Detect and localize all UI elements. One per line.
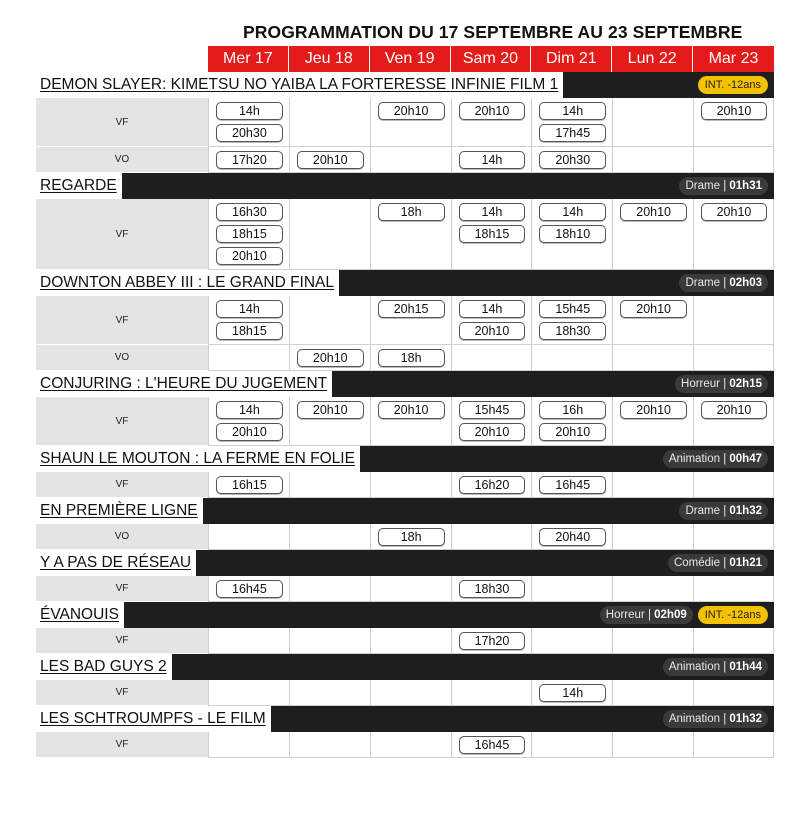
duration-label: 02h03: [729, 277, 762, 289]
showtime-button[interactable]: 20h10: [459, 423, 526, 441]
showtime-row: [36, 397, 774, 446]
showtime-button[interactable]: 18h30: [459, 580, 526, 598]
day-cell: [612, 345, 693, 371]
day-cell: [451, 524, 532, 550]
showtime-row: [36, 628, 774, 654]
movie-title-link[interactable]: EN PREMIÈRE LIGNE: [36, 498, 203, 524]
day-cell: [370, 628, 451, 654]
version-label: VF: [36, 296, 208, 345]
separator: |: [720, 180, 730, 192]
day-cell: [693, 98, 774, 147]
showtime-button[interactable]: 18h15: [216, 225, 283, 243]
showtime-button[interactable]: 20h15: [378, 300, 445, 318]
day-cell: [451, 472, 532, 498]
showtime-button[interactable]: 16h45: [459, 736, 526, 754]
showtime-button[interactable]: 14h: [216, 401, 283, 419]
genre-label: Animation: [668, 661, 720, 673]
showtime-button[interactable]: 20h10: [701, 102, 767, 120]
day-cell: [612, 680, 693, 706]
genre-duration-badge: [663, 710, 768, 728]
day-header-3: Sam 20: [451, 46, 532, 72]
separator: |: [720, 453, 730, 465]
day-cell: [612, 732, 693, 758]
schedule-grid: [36, 46, 774, 758]
day-cell: [693, 732, 774, 758]
movie-meta: [663, 450, 768, 468]
version-label: VF: [36, 628, 208, 654]
day-cell: [693, 576, 774, 602]
movie-title-link[interactable]: SHAUN LE MOUTON : LA FERME EN FOLIE: [36, 446, 360, 472]
day-cell: [370, 576, 451, 602]
genre-label: Drame: [685, 277, 720, 289]
showtime-button[interactable]: 14h: [459, 151, 526, 169]
day-cell: [370, 345, 451, 371]
genre-duration-badge: [675, 375, 768, 393]
movie-header: [36, 706, 774, 732]
day-cell: [531, 628, 612, 654]
showtime-row: [36, 576, 774, 602]
showtime-button[interactable]: 16h30: [216, 203, 283, 221]
showtime-row: [36, 472, 774, 498]
duration-label: 02h15: [729, 378, 762, 390]
showtime-button[interactable]: 18h: [378, 528, 445, 546]
showtime-button[interactable]: 15h45: [459, 401, 526, 419]
day-header-2: Ven 19: [370, 46, 451, 72]
day-cell: [289, 345, 370, 371]
genre-label: Horreur: [681, 378, 720, 390]
day-header: [208, 46, 774, 72]
movie-title-link[interactable]: Y A PAS DE RÉSEAU: [36, 550, 196, 576]
showtime-button[interactable]: 17h45: [539, 124, 606, 142]
day-cell: [531, 576, 612, 602]
day-header-4: Dim 21: [531, 46, 612, 72]
movie-header: [36, 602, 774, 628]
day-cell: [451, 199, 532, 270]
day-cell: [289, 576, 370, 602]
showtime-button[interactable]: 18h: [378, 349, 445, 367]
showtime-button[interactable]: 20h10: [620, 203, 687, 221]
movie-header: [36, 654, 774, 680]
showtime-button[interactable]: 14h: [216, 300, 283, 318]
genre-duration-badge: [600, 606, 693, 624]
day-cell: [531, 472, 612, 498]
duration-label: 01h32: [729, 505, 762, 517]
showtime-button[interactable]: 17h20: [459, 632, 526, 650]
day-cell: [612, 296, 693, 345]
genre-label: Animation: [668, 453, 720, 465]
day-cell: [451, 680, 532, 706]
day-cell: [370, 296, 451, 345]
genre-duration-badge: [663, 658, 768, 676]
day-cell: [451, 397, 532, 446]
day-cell: [289, 628, 370, 654]
genre-label: Animation: [668, 713, 720, 725]
day-cell: [531, 199, 612, 270]
day-cell: [531, 296, 612, 345]
showtime-row: [36, 147, 774, 173]
movie-header: [36, 446, 774, 472]
movie-meta: [600, 606, 768, 624]
genre-label: Comédie: [673, 557, 720, 569]
genre-label: Horreur: [605, 609, 645, 621]
showtime-button[interactable]: 20h10: [620, 401, 687, 419]
genre-duration-badge: [679, 177, 768, 195]
version-label: VF: [36, 397, 208, 446]
showtime-button[interactable]: 20h10: [297, 401, 364, 419]
day-cell: [208, 147, 289, 173]
showtime-row: [36, 680, 774, 706]
duration-label: 01h44: [729, 661, 762, 673]
showtime-button[interactable]: 20h10: [297, 349, 364, 367]
day-cell: [693, 524, 774, 550]
day-cell: [693, 472, 774, 498]
movie-title-link[interactable]: DOWNTON ABBEY III : LE GRAND FINAL: [36, 270, 339, 296]
page-title: PROGRAMMATION DU 17 SEPTEMBRE AU 23 SEPTEMBRE: [243, 22, 743, 42]
movie-meta: [663, 710, 768, 728]
day-cell: [208, 296, 289, 345]
version-label: VO: [36, 147, 208, 173]
movie-meta: [679, 502, 768, 520]
separator: |: [720, 661, 730, 673]
day-cell: [612, 199, 693, 270]
day-cell: [693, 345, 774, 371]
day-cell: [693, 397, 774, 446]
showtime-button[interactable]: 18h15: [216, 322, 283, 340]
day-cell: [370, 199, 451, 270]
day-cell: [208, 98, 289, 147]
day-cell: [370, 147, 451, 173]
duration-label: 01h32: [729, 713, 762, 725]
version-label: VF: [36, 576, 208, 602]
day-cell: [370, 680, 451, 706]
showtime-row: [36, 98, 774, 147]
day-cell: [289, 199, 370, 270]
movie-header: [36, 173, 774, 199]
day-cell: [612, 397, 693, 446]
day-cell: [693, 296, 774, 345]
day-cell: [370, 472, 451, 498]
version-label: VF: [36, 98, 208, 147]
showtime-button[interactable]: 14h: [459, 203, 526, 221]
movie-header: [36, 270, 774, 296]
day-cell: [531, 98, 612, 147]
day-header-1: Jeu 18: [289, 46, 370, 72]
movie-header: [36, 72, 774, 98]
day-cell: [612, 524, 693, 550]
showtime-button[interactable]: 15h45: [539, 300, 606, 318]
day-cell: [612, 472, 693, 498]
day-cell: [451, 98, 532, 147]
showtime-button[interactable]: 14h: [539, 203, 606, 221]
day-cell: [531, 524, 612, 550]
day-cell: [289, 296, 370, 345]
day-cell: [208, 524, 289, 550]
movie-list: [36, 72, 774, 758]
day-cell: [612, 576, 693, 602]
day-cell: [208, 628, 289, 654]
movie-header: [36, 498, 774, 524]
showtime-row: [36, 296, 774, 345]
movie-meta: [663, 658, 768, 676]
showtime-button[interactable]: 18h: [378, 203, 445, 221]
genre-duration-badge: [679, 502, 768, 520]
movie-title-link[interactable]: LES BAD GUYS 2: [36, 654, 172, 680]
day-cell: [531, 345, 612, 371]
showtime-button[interactable]: 20h30: [216, 124, 283, 142]
day-cell: [289, 680, 370, 706]
movie-title-link[interactable]: REGARDE: [36, 173, 122, 199]
day-cell: [289, 98, 370, 147]
duration-label: 01h21: [729, 557, 762, 569]
age-restriction-badge: INT. -12ans: [698, 606, 768, 624]
showtime-button[interactable]: 16h20: [459, 476, 526, 494]
showtime-button[interactable]: 20h10: [216, 423, 283, 441]
day-cell: [693, 680, 774, 706]
day-cell: [693, 199, 774, 270]
separator: |: [720, 505, 730, 517]
version-label: VF: [36, 472, 208, 498]
showtime-button[interactable]: 20h10: [701, 401, 767, 419]
day-cell: [208, 732, 289, 758]
showtime-button[interactable]: 14h: [539, 102, 606, 120]
duration-label: 00h47: [729, 453, 762, 465]
day-cell: [531, 147, 612, 173]
movie-header: [36, 550, 774, 576]
movie-title-link[interactable]: DEMON SLAYER: KIMETSU NO YAIBA LA FORTERESSE INFINIE FILM 1: [36, 72, 563, 98]
day-cell: [451, 147, 532, 173]
day-cell: [612, 98, 693, 147]
showtime-button[interactable]: 20h40: [539, 528, 606, 546]
separator: |: [720, 277, 730, 289]
genre-duration-badge: [663, 450, 768, 468]
movie-meta: [679, 177, 768, 195]
day-cell: [208, 680, 289, 706]
day-cell: [451, 732, 532, 758]
version-label: VF: [36, 732, 208, 758]
day-cell: [451, 628, 532, 654]
showtime-button[interactable]: 20h10: [459, 102, 526, 120]
showtime-button[interactable]: 16h: [539, 401, 606, 419]
showtime-button[interactable]: 14h: [216, 102, 283, 120]
day-cell: [208, 472, 289, 498]
showtime-button[interactable]: 14h: [459, 300, 526, 318]
showtime-row: [36, 524, 774, 550]
day-cell: [370, 524, 451, 550]
day-cell: [531, 680, 612, 706]
version-label: VO: [36, 345, 208, 371]
showtime-button[interactable]: 14h: [539, 684, 606, 702]
day-cell: [370, 98, 451, 147]
day-cell: [370, 732, 451, 758]
showtime-button[interactable]: 20h10: [620, 300, 687, 318]
day-cell: [289, 524, 370, 550]
day-cell: [289, 397, 370, 446]
day-cell: [208, 199, 289, 270]
showtime-button[interactable]: 20h10: [539, 423, 606, 441]
movie-title-link[interactable]: ÉVANOUIS: [36, 602, 124, 628]
showtime-button[interactable]: 20h10: [216, 247, 283, 265]
separator: |: [720, 713, 730, 725]
day-cell: [693, 147, 774, 173]
age-restriction-badge: INT. -12ans: [698, 76, 768, 94]
day-cell: [531, 732, 612, 758]
showtime-button[interactable]: 20h10: [378, 401, 445, 419]
showtime-button[interactable]: 20h10: [459, 322, 526, 340]
showtime-button[interactable]: 20h30: [539, 151, 606, 169]
day-cell: [531, 397, 612, 446]
separator: |: [644, 609, 655, 621]
genre-duration-badge: [668, 554, 768, 572]
day-cell: [208, 576, 289, 602]
showtime-button[interactable]: 18h30: [539, 322, 606, 340]
version-label: VF: [36, 680, 208, 706]
showtime-button[interactable]: 20h10: [297, 151, 364, 169]
day-header-6: Mar 23: [693, 46, 774, 72]
day-cell: [289, 147, 370, 173]
showtime-row: [36, 732, 774, 758]
movie-title-link[interactable]: CONJURING : L'HEURE DU JUGEMENT: [36, 371, 332, 397]
showtime-button[interactable]: 18h10: [539, 225, 606, 243]
showtime-button[interactable]: 16h45: [216, 580, 283, 598]
duration-label: 01h31: [729, 180, 762, 192]
showtime-button[interactable]: 18h15: [459, 225, 526, 243]
version-label: VO: [36, 524, 208, 550]
day-header-5: Lun 22: [612, 46, 693, 72]
day-cell: [451, 345, 532, 371]
separator: |: [720, 557, 730, 569]
day-cell: [451, 576, 532, 602]
showtime-button[interactable]: 17h20: [216, 151, 283, 169]
showtime-button[interactable]: 16h15: [216, 476, 283, 494]
day-cell: [289, 732, 370, 758]
showtime-button[interactable]: 16h45: [539, 476, 606, 494]
showtime-button[interactable]: 20h10: [378, 102, 445, 120]
movie-meta: [679, 274, 768, 292]
movie-header: [36, 371, 774, 397]
day-cell: [612, 628, 693, 654]
day-cell: [208, 345, 289, 371]
genre-label: Drame: [685, 505, 720, 517]
version-label: VF: [36, 199, 208, 270]
genre-duration-badge: [679, 274, 768, 292]
duration-label: 02h09: [654, 609, 687, 621]
day-header-0: Mer 17: [208, 46, 289, 72]
separator: |: [720, 378, 730, 390]
day-cell: [208, 397, 289, 446]
movie-meta: [698, 76, 768, 94]
day-cell: [612, 147, 693, 173]
showtime-row: [36, 345, 774, 371]
genre-label: Drame: [685, 180, 720, 192]
showtime-button[interactable]: 20h10: [701, 203, 767, 221]
day-cell: [693, 628, 774, 654]
showtime-row: [36, 199, 774, 270]
day-cell: [451, 296, 532, 345]
day-cell: [289, 472, 370, 498]
movie-title-link[interactable]: LES SCHTROUMPFS - LE FILM: [36, 706, 271, 732]
movie-meta: [668, 554, 768, 572]
day-cell: [370, 397, 451, 446]
movie-meta: [675, 375, 768, 393]
